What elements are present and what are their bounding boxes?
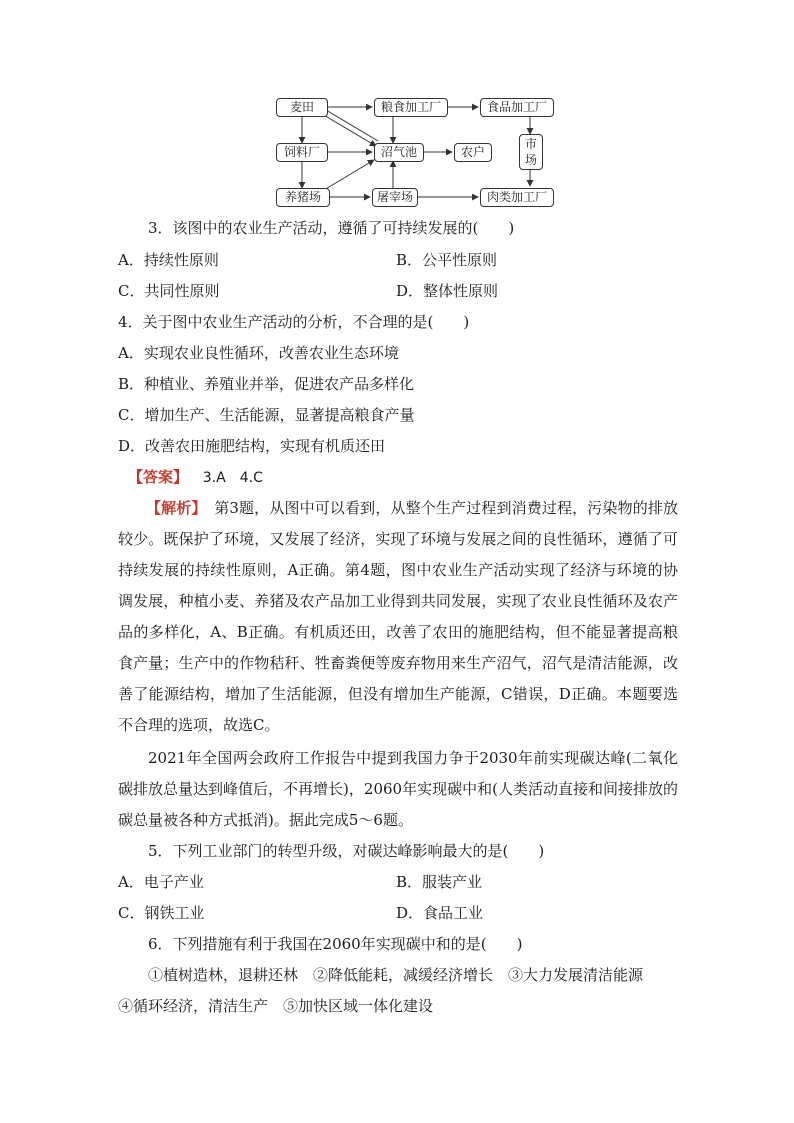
q6-choices-line1: ①植树造林，退耕还林 ②降低能耗，减缓经济增长 ③大力发展清洁能源 (148, 966, 644, 984)
node-biogas-pool: 沼气池 (374, 143, 424, 162)
q5-option-c: C．钢铁工业 (118, 904, 205, 922)
analysis-text: 第3题，从图中可以看到，从整个生产过程到消费过程，污染物的排放较少。既保护了环境，又发展了经济，实现了环境与发展之间的良性循环，遵循了可持续发展的持续性原则，A正确。第4题，图中农业生产活动实现了经济与环境的协调发展，种植小麦、养猪及农产品加工业得到共同发展，实现了农业良性循环及农产品的多样化，A、B正确。有机质还田，改善了农田的施肥结构，但不能显著提高粮食产量；生产中的作物秸秆、牲畜粪便等废弃物用来生产沼气，沼气是清洁能源，改善了能源结构，增加了生活能源，但没有增加生产能源，C错误，D正确。本题要选不合理的选项，故选C。 (118, 499, 678, 734)
node-feed-factory: 饲料厂 (276, 143, 328, 162)
q4-option-a: A．实现农业良性循环，改善农业生态环境 (118, 344, 399, 362)
analysis-tag: 【解析】 (146, 499, 200, 517)
q5-option-b: B．服装产业 (396, 873, 483, 891)
answer-tag: 【答案】 (128, 468, 189, 486)
q4-option-b: B．种植业、养殖业并举，促进农产品多样化 (118, 375, 415, 393)
q3-option-d: D．整体性原则 (396, 282, 499, 300)
answer-line (128, 467, 263, 488)
node-grain-factory: 粮食加工厂 (374, 98, 448, 117)
q6-choices-line2: ④循环经济，清洁生产 ⑤加快区域一体化建设 (118, 997, 434, 1015)
q3-option-c: C．共同性原则 (118, 282, 220, 300)
q5-option-a: A．电子产业 (118, 873, 204, 891)
q5-stem: 5．下列工业部门的转型升级，对碳达峰影响最大的是( ) (148, 842, 545, 860)
answer-text: 3.A 4.C (202, 470, 263, 486)
analysis-paragraph (118, 493, 678, 741)
node-farmer: 农户 (454, 143, 492, 162)
q4-stem: 4．关于图中农业生产活动的分析，不合理的是( ) (118, 313, 470, 331)
q4-option-c: C．增加生产、生活能源，显著提高粮食产量 (118, 406, 415, 424)
node-slaughterhouse: 屠宰场 (372, 188, 418, 207)
agriculture-flow-diagram (268, 90, 568, 212)
intro-paragraph: 2021年全国两会政府工作报告中提到我国力争于2030年前实现碳达峰(二氧化碳排放总量达到峰值后，不再增长)，2060年实现碳中和(人类活动直接和间接排放的碳总量被各种方式抵消)。据此完成5～6题。 (118, 749, 678, 829)
q3-stem: 3．该图中的农业生产活动，遵循了可持续发展的( ) (148, 219, 515, 237)
node-market: 市 场 (519, 134, 543, 170)
node-food-factory: 食品加工厂 (480, 98, 554, 117)
q3-option-b: B．公平性原则 (396, 251, 498, 269)
node-pig-farm: 养猪场 (276, 188, 330, 207)
q3-option-a: A．持续性原则 (118, 251, 219, 269)
q5-option-d: D．食品工业 (396, 904, 484, 922)
q4-option-d: D．改善农田施肥结构，实现有机质还田 (118, 437, 386, 455)
node-wheat-field: 麦田 (276, 98, 328, 117)
node-meat-factory: 肉类加工厂 (480, 188, 554, 207)
q6-stem: 6．下列措施有利于我国在2060年实现碳中和的是( ) (148, 935, 523, 953)
